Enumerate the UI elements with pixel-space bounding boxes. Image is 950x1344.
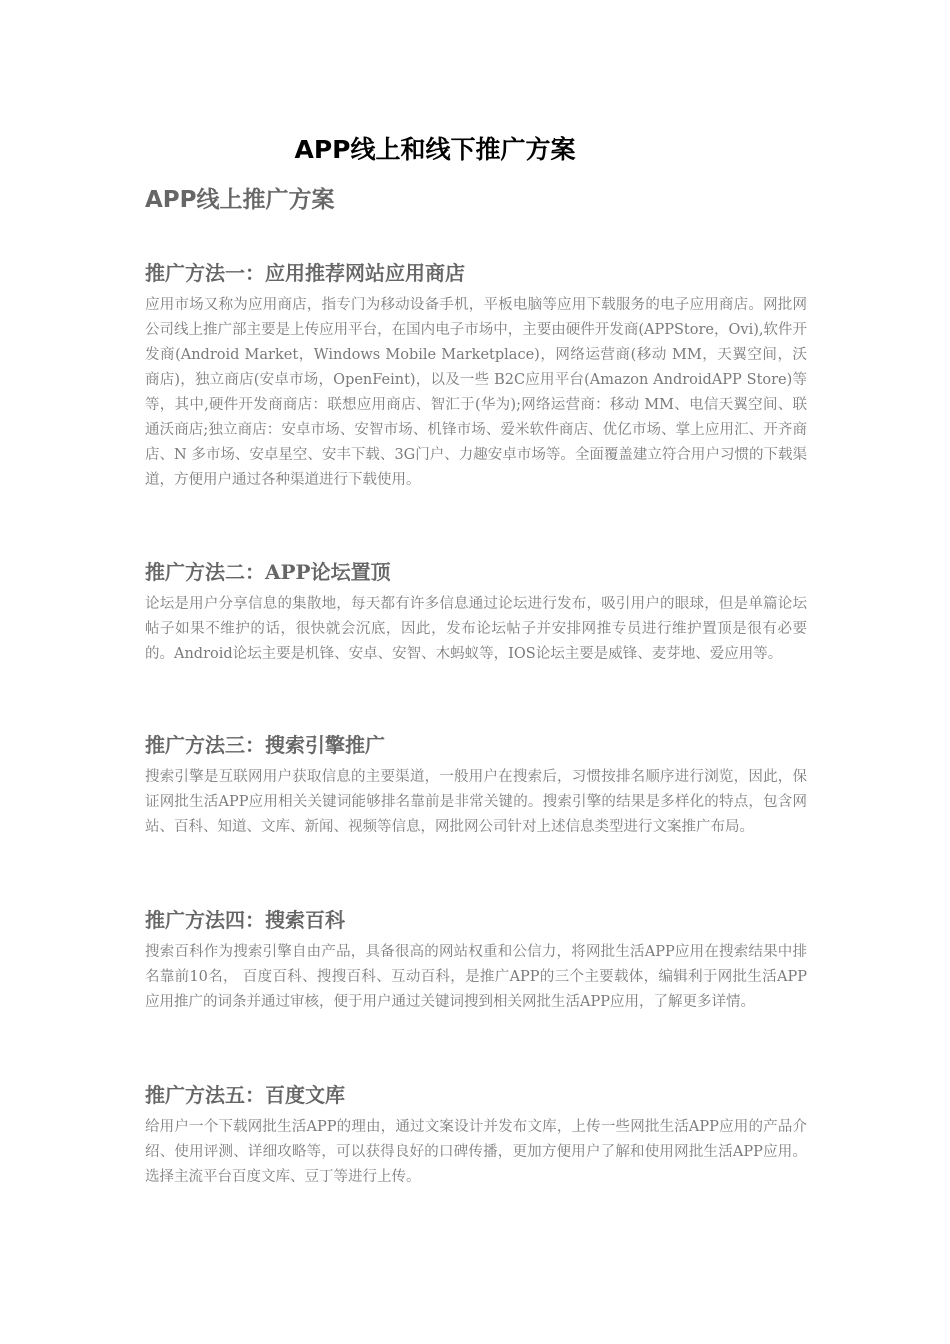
document-title: APP线上和线下推广方案 — [294, 135, 576, 164]
method-section-3 — [145, 731, 807, 840]
method-heading: 推广方法一：应用推荐网站应用商店 — [145, 261, 465, 285]
method-heading: 推广方法三：搜索引擎推广 — [145, 733, 385, 757]
method-section-2 — [145, 558, 807, 667]
method-section-1 — [145, 259, 807, 493]
method-body: 给用户一个下载网批生活APP的理由，通过文案设计并发布文库，上传一些网批生活APP应用的产品介绍、使用评测、详细攻略等，可以获得良好的口碑传播，更加方便用户了解和使用网批生活APP应用。 选择主流平台百度文库、豆丁等进行上传。 — [145, 1119, 807, 1185]
method-heading: 推广方法五：百度文库 — [145, 1083, 345, 1107]
section-title: APP线上推广方案 — [145, 187, 335, 213]
method-body: 搜索百科作为搜索引擎自由产品，具备很高的网站权重和公信力，将网批生活APP应用在搜索结果中排名靠前10名， 百度百科、搜搜百科、互动百科，是推广APP的三个主要载体，编辑利于网批生活APP应用推广的词条并通过审核，便于用户通过关键词搜到相关网批生活APP应用，了解更多详情。 — [145, 944, 807, 1010]
method-section-4 — [145, 906, 807, 1015]
method-heading: 推广方法四：搜索百科 — [145, 908, 345, 932]
method-section-5 — [145, 1081, 807, 1190]
method-body: 应用市场又称为应用商店，指专门为移动设备手机，平板电脑等应用下载服务的电子应用商店。网批网公司线上推广部主要是上传应用平台，在国内电子市场中，主要由硬件开发商(APPStore，Ovi),软件开发商(Android Market，Windows Mobile Marketplace)，网络运营商(移动 MM，天翼空间，沃商店)，独立商店(安卓市场，OpenFeint)，以及一些 B2C应用平台(Amazon AndroidAPP Store)等等，其中,硬件开发商商店：联想应用商店、智汇于(华为);网络运营商：移动 MM、电信天翼空间、联通沃商店;独立商店：安卓市场、安智市场、机锋市场、爱米软件商店、优亿市场、掌上应用汇、开齐商店、N 多市场、安卓星空、安丰下载、3G门户、力趣安卓市场等。全面覆盖建立符合用户习惯的下载渠道，方便用户通过各种渠道进行下载使用。 — [145, 297, 807, 488]
method-heading: 推广方法二：APP论坛置顶 — [145, 560, 391, 584]
method-body: 搜索引擎是互联网用户获取信息的主要渠道，一般用户在搜索后，习惯按排名顺序进行浏览，因此，保证网批生活APP应用相关关键词能够排名靠前是非常关键的。搜索引擎的结果是多样化的特点，包含网站、百科、知道、文库、新闻、视频等信息，网批网公司针对上述信息类型进行文案推广布局。 — [145, 769, 807, 835]
method-body: 论坛是用户分享信息的集散地，每天都有许多信息通过论坛进行发布，吸引用户的眼球，但是单篇论坛帖子如果不维护的话，很快就会沉底，因此，发布论坛帖子并安排网推专员进行维护置顶是很有必要的。Android论坛主要是机锋、安卓、安智、木蚂蚁等，IOS论坛主要是威锋、麦芽地、爱应用等。 — [145, 596, 807, 662]
